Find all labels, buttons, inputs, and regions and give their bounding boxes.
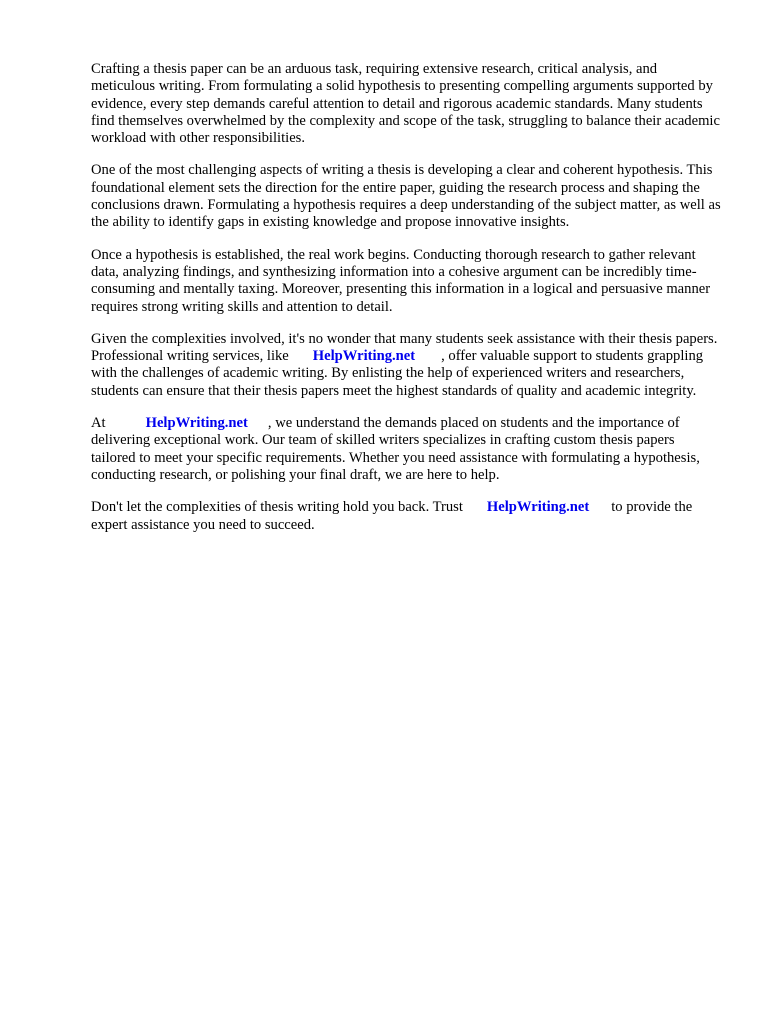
paragraph-closing-text-before: Don't let the complexities of thesis writing hold you back. Trust [91, 499, 463, 516]
helpwriting-link-closing[interactable]: HelpWriting.net [486, 499, 590, 516]
paragraph-closing [91, 499, 721, 534]
paragraph-about [91, 415, 721, 484]
paragraph-intro: Crafting a thesis paper can be an arduous task, requiring extensive research, critical analysis, and meticulous writing. From formulating a solid hypothesis to presenting compelling arguments supported by evidence, every step demands careful attention to detail and rigorous academic standards. Many students find themselves overwhelmed by the complexity and scope of the task, struggling to balance their academic workload with other responsibilities. [91, 61, 720, 147]
paragraph-services-text-after: , offer valuable support to students grappling with the challenges of academic writing. By enlisting the help of experienced writers and researchers, students can ensure that their thesis papers meet the highest standards of quality and academic integrity. [91, 348, 704, 399]
paragraph-hypothesis: One of the most challenging aspects of writing a thesis is developing a clear and coherent hypothesis. This foundational element sets the direction for the entire paper, guiding the research process and shaping the conclusions drawn. Formulating a hypothesis requires a deep understanding of the subject matter, as well as the ability to identify gaps in existing knowledge and propose innovative insights. [91, 162, 721, 231]
paragraph-closing-text-after: to provide the expert assistance you need to succeed. [91, 499, 693, 533]
document-body [91, 61, 721, 549]
paragraph-services-text-before: Given the complexities involved, it's no wonder that many students seek assistance with their thesis papers. Professional writing services, like [91, 330, 718, 365]
paragraph-about-text-before: At [91, 415, 106, 432]
paragraph-services [91, 331, 721, 400]
helpwriting-link-services[interactable]: HelpWriting.net [312, 348, 416, 365]
helpwriting-link-about[interactable]: HelpWriting.net [145, 415, 248, 432]
paragraph-about-text-after: , we understand the demands placed on students and the importance of delivering exceptional work. Our team of skilled writers specializes in crafting custom thesis papers tailored to meet your specific requirements. Whether you need assistance with formulating a hypothesis, conducting research, or polishing your final draft, we are here to help. [91, 415, 700, 483]
paragraph-research: Once a hypothesis is established, the real work begins. Conducting thorough research to gather relevant data, analyzing findings, and synthesizing information into a cohesive argument can be incredibly time-consuming and mentally taxing. Moreover, presenting this information in a logical and persuasive manner requires strong writing skills and attention to detail. [91, 246, 711, 315]
